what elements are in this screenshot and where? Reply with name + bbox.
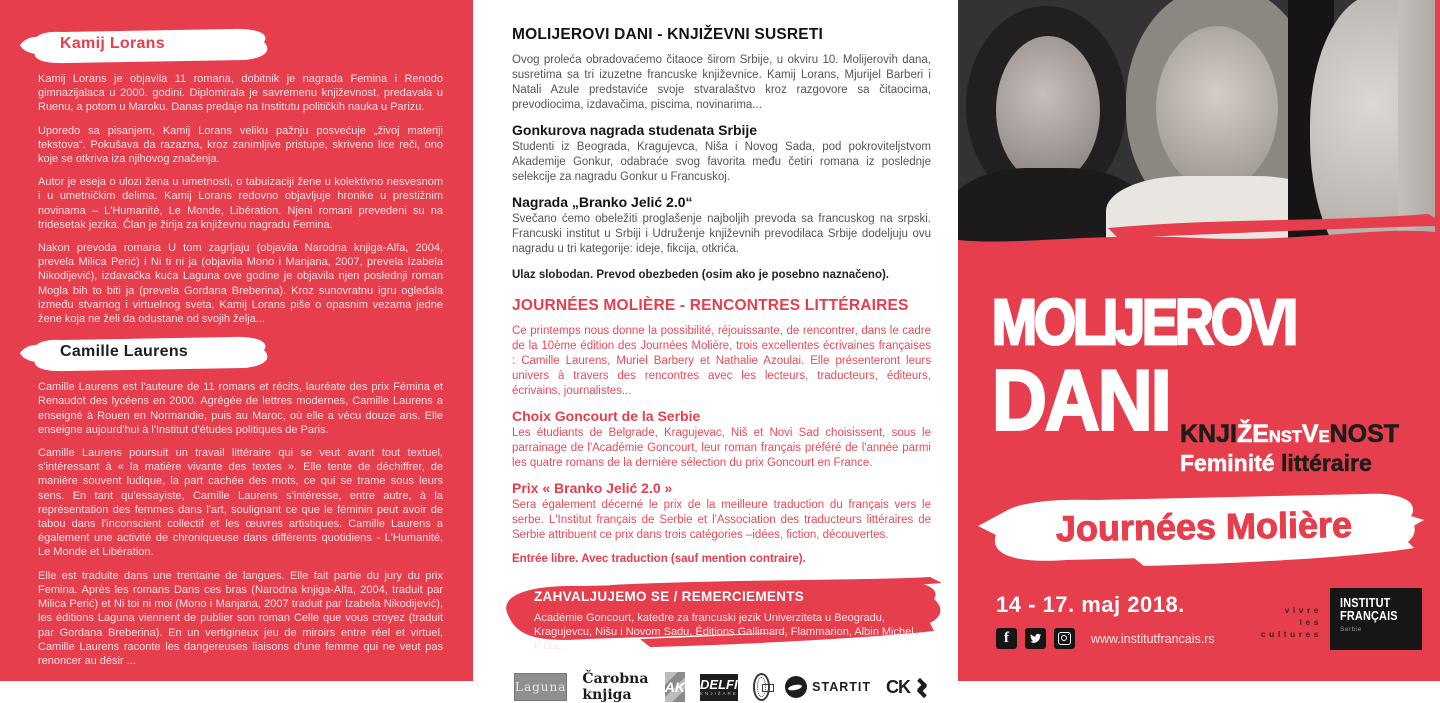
- wordmark-segment: ŽE: [1236, 420, 1269, 448]
- tagline-line: les: [1299, 617, 1322, 627]
- photo-figure-face: [996, 36, 1100, 184]
- french-section-body: Sera également décerné le prix de la meilleure traduction du français vers le serbe. L'Institut français de Serbie et l'Association des traducteurs littéraires de Serbie attribuent ce prix dans trois catégories –idées, fiction, découvertes.: [512, 499, 931, 541]
- bio-paragraph: Autor je eseja o ulozi žena u umetnosti, o tabuizaciji žene u kolektivno nesvesnom i u umetničkim delima. Kamij Lorans redovno objavljuje hronike u prestižnim novinama – L'Humanité, Le Monde, Libération. Njeni romani prevedeni su na tridesetak jezika. Član je žirija za književnu nagradu Femina.: [38, 176, 443, 231]
- tagline-line: cultures: [1260, 629, 1322, 639]
- serbian-section-body: Studenti iz Beograda, Kragujevca, Niša i Novog Sada, pod pokroviteljstvom Akademije Gonkur, odabraće svog favorita među četiri romana iz poslednje selekcije za nagradu Gonkur u Francuskoj.: [512, 141, 931, 183]
- ck-logo-label: CK: [886, 676, 910, 697]
- wordmark-segment: E: [1318, 428, 1330, 446]
- french-subheading: Prix « Branko Jelić 2.0 »: [512, 480, 673, 496]
- laguna-logo: [514, 673, 567, 701]
- wordmark-segment: KNJI: [1180, 420, 1237, 448]
- vivre-les-cultures-tagline: [1244, 604, 1322, 640]
- author-block-camille-laurens: [38, 336, 443, 668]
- middle-panel: [473, 0, 958, 703]
- institut-logo-country: Serbie: [1340, 626, 1362, 633]
- startit-logo: [785, 676, 871, 698]
- acknowledgements-title: ZAHVALJUJEMO SE / REMERCIEMENTS: [534, 589, 805, 604]
- event-dates: 14 - 17. maj 2018.: [996, 592, 1185, 617]
- startit-circle-icon: [785, 676, 807, 698]
- serbian-subheading: Gonkurova nagrada studenata Srbije: [512, 122, 758, 138]
- wordmark-segment: NST: [1268, 428, 1302, 446]
- instagram-glyph: [1058, 632, 1071, 645]
- tagline-line: vivre: [1284, 605, 1322, 615]
- french-section-body: Les étudiants de Belgrade, Kragujevac, Niš et Novi Sad choisissent, sous le parrainage de l'Académie Goncourt, leur roman français préféré de l'année parmi les quatre romans de la dernière sélection du prix Goncourt en France.: [512, 427, 931, 469]
- startit-logo-label: STARTIT: [812, 680, 871, 694]
- subtitle-word-white: Feminité: [1180, 450, 1275, 476]
- french-entry-note: Entrée libre. Avec traduction (sauf mention contraire).: [512, 553, 806, 565]
- french-subtitle: [1180, 450, 1372, 477]
- author-name-banner: [18, 28, 280, 62]
- journees-moliere-banner: [974, 490, 1424, 572]
- bio-paragraph: Camille Laurens poursuit un travail littéraire qui se veut avant tout textuel, s'intéressant à « la matière vivante des textes ». Elle tente de déchiffrer, de manière souvent ludique, la part cachée des mots, ce qui se trame sous leurs sens. En tant qu'essayiste, Camille Laurens s'intéresse, entre autre, à la représentation des femmes dans l'art, soulignant ce que le féminin peut avoir de tabou dans l'inconscient collectif et les œuvres artistiques. Camille Laurens a également une activité de chroniqueuse dans différents quotidiens - L'Humanité, Le Monde et Libération.: [38, 447, 443, 559]
- delfi-logo-sublabel: KNJIŽARE: [699, 691, 738, 696]
- event-title-line1: MOLIJEROVI: [992, 287, 1296, 358]
- acknowledgements-band: [490, 581, 958, 653]
- delfi-bookstore-logo: [700, 674, 738, 701]
- wordmark-segment: NOST: [1329, 420, 1400, 448]
- carobna-knjiga-logo: [582, 671, 649, 703]
- ck-arrows-icon: [915, 679, 931, 695]
- event-title-line2: DANI: [992, 353, 1170, 449]
- social-row: [996, 628, 1215, 649]
- author-name: Kamij Lorans: [60, 35, 165, 52]
- institut-logo-line: INSTITUT: [1340, 595, 1391, 610]
- carobna-knjiga-label: Čarobna knjiga: [582, 671, 649, 703]
- left-panel: [0, 0, 473, 681]
- serbian-section-title: MOLIJEROVI DANI - KNJIŽEVNI SUSRETI: [512, 26, 824, 43]
- french-subheading: Choix Goncourt de la Serbie: [512, 408, 701, 424]
- author-name: Camille Laurens: [60, 343, 189, 361]
- knjizenstvenost-wordmark: [1180, 420, 1399, 449]
- serbian-intro: Ovog proleća obradovaćemo čitaoce širom Srbije, u okviru 10. Molijerovih dana, susretima sa tri izuzetne francuske književnice. Kamij Lorans, Mjurijel Barberi i Natali Azule predstaviće svoje stvaralaštvo kroz razgovore sa čitaocima, prevodiocima, izdavačima, piscima, novinarima...: [512, 54, 931, 111]
- french-section-title: JOURNÉES MOLIÈRE - RENCONTRES LITTÉRAIRES: [512, 297, 909, 314]
- subtitle-word-black: littéraire: [1274, 450, 1372, 476]
- bio-paragraph: Uporedo sa pisanjem, Kamij Lorans veliku pažnju posvećuje „živoj materiji tekstova“. Pokušava da razazna, kroz zanimljive pristupe, skriveno lice reči, ono koje se otkriva iza njihovog značenja.: [38, 124, 443, 166]
- partner-logos-row: [514, 671, 931, 703]
- author-name-banner: [18, 336, 280, 370]
- serbian-subheading: Nagrada „Branko Jelić 2.0“: [512, 194, 693, 210]
- laguna-logo-label: Laguna: [515, 680, 567, 694]
- ck-logo: [886, 677, 931, 698]
- serbian-entry-note: Ulaz slobodan. Prevod obezbeden (osim ako je posebno naznačeno).: [512, 269, 890, 281]
- institut-francais-logo: [1330, 588, 1422, 650]
- wordmark-segment: V: [1301, 420, 1319, 448]
- ak-logo-label: AK: [664, 679, 685, 695]
- instagram-icon: [1054, 628, 1075, 649]
- right-panel: [958, 0, 1440, 681]
- bio-paragraph: Camille Laurens est l'auteure de 11 romans et récits, lauréate des prix Fémina et Renaudot des lycéens en 2000. Agrégée de lettres modernes, Camille Laurens a enseigné à Rouen en Normandie, puis au Maroc, où elle a vécu douze ans. Elle enseigne aujourd'hui à l'Institut d'études politiques de Paris.: [38, 381, 443, 436]
- university-seal-icon: [753, 673, 770, 701]
- author-block-kamij-lorans: [38, 28, 443, 326]
- bio-paragraph: Nakon prevoda romana U tom zagrljaju (objavila Narodna knjiga-Alfa, 2004, prevela Milica Perić) i Ni ti ni ja (objavila Mono i Manjana, 2007, prevela Izabela Nikodijević), izdavačka kuća Laguna ove godine je objavila njen poslednji roman Mogla bih to biti ja (prevela Gordana Breberina). Kroz sunovratnu igru ogledala između stvarnog i virtuelnog sveta, Kamij Lorans piše o opasnim vezama jedne žene koja ne želi da odustane od svojih želja...: [38, 242, 443, 326]
- acknowledgements-body: Académie Goncourt, katedre za francuski jezik Univerziteta u Beogradu, Kragujevcu, Nišu i Novom Sadu, Éditions Gallimard, Flammarion, Albin Michel, P.O.L.: [534, 612, 917, 652]
- french-intro: Ce printemps nous donne la possibilité, réjouissante, de rencontrer, dans le cadre de la 10ème édition des Journées Molière, trois excellentes écrivaines françaises : Camille Laurens, Muriel Barbery et Nathalie Azoulai. Elle présenteront leurs univers à travers des rencontres avec les lecteurs, traducteurs, éditeurs, écrivains, journalistes...: [512, 325, 931, 397]
- bio-paragraph: Elle est traduite dans une trentaine de langues. Elle fait partie du jury du prix Femina. Après les romans Dans ces bras (Narodna knjiga-Alfa, 2004, traduit par Milica Perić) et Ni toi ni moi (Mono i Manjana, 2007 traduit par Izabela Nikodijević), les éditions Laguna viennent de publier son roman Celle que vous croyez (traduit par Gordana Breberina). En un vertigineux jeu de miroirs entre réel et virtuel, Camille Laurens raconte les dangereuses liaisons d'une femme qui ne veut pas renoncer au désir ...: [38, 569, 443, 667]
- facebook-icon: [996, 628, 1017, 649]
- serbian-section-body: Svečano ćemo obeležiti proglašenje najboljih prevoda sa francuskog na srpski. Francuski institut u Srbiji i Udruženje književnih prevodilaca Srbije dodeljuju ovu nagradu u tri kategorije: ideje, fikcija, otkrića.: [512, 213, 931, 255]
- bio-paragraph: Kamij Lorans je objavila 11 romana, dobitnik je nagrada Femina i Renodo gimnazijalaca u 2000. godini. Diplomirala je savremenu književnost, predavala u Ruenu, a potom u Maroku. Danas predaje na Institutu političkih nauka u Parizu.: [38, 73, 443, 114]
- facebook-glyph: f: [1004, 630, 1009, 646]
- photo-figure-face: [1156, 26, 1278, 190]
- ak-monogram-logo: [665, 672, 685, 702]
- banner-title: Journées Molière: [1055, 503, 1353, 550]
- website-url: www.institutfrancais.rs: [1091, 631, 1215, 646]
- twitter-bird-glyph: [1029, 632, 1042, 645]
- institut-logo-line: FRANÇAIS: [1340, 607, 1398, 623]
- red-brush-transition: [958, 214, 1435, 260]
- delfi-logo-label: DELFI: [700, 677, 738, 692]
- twitter-icon: [1025, 628, 1046, 649]
